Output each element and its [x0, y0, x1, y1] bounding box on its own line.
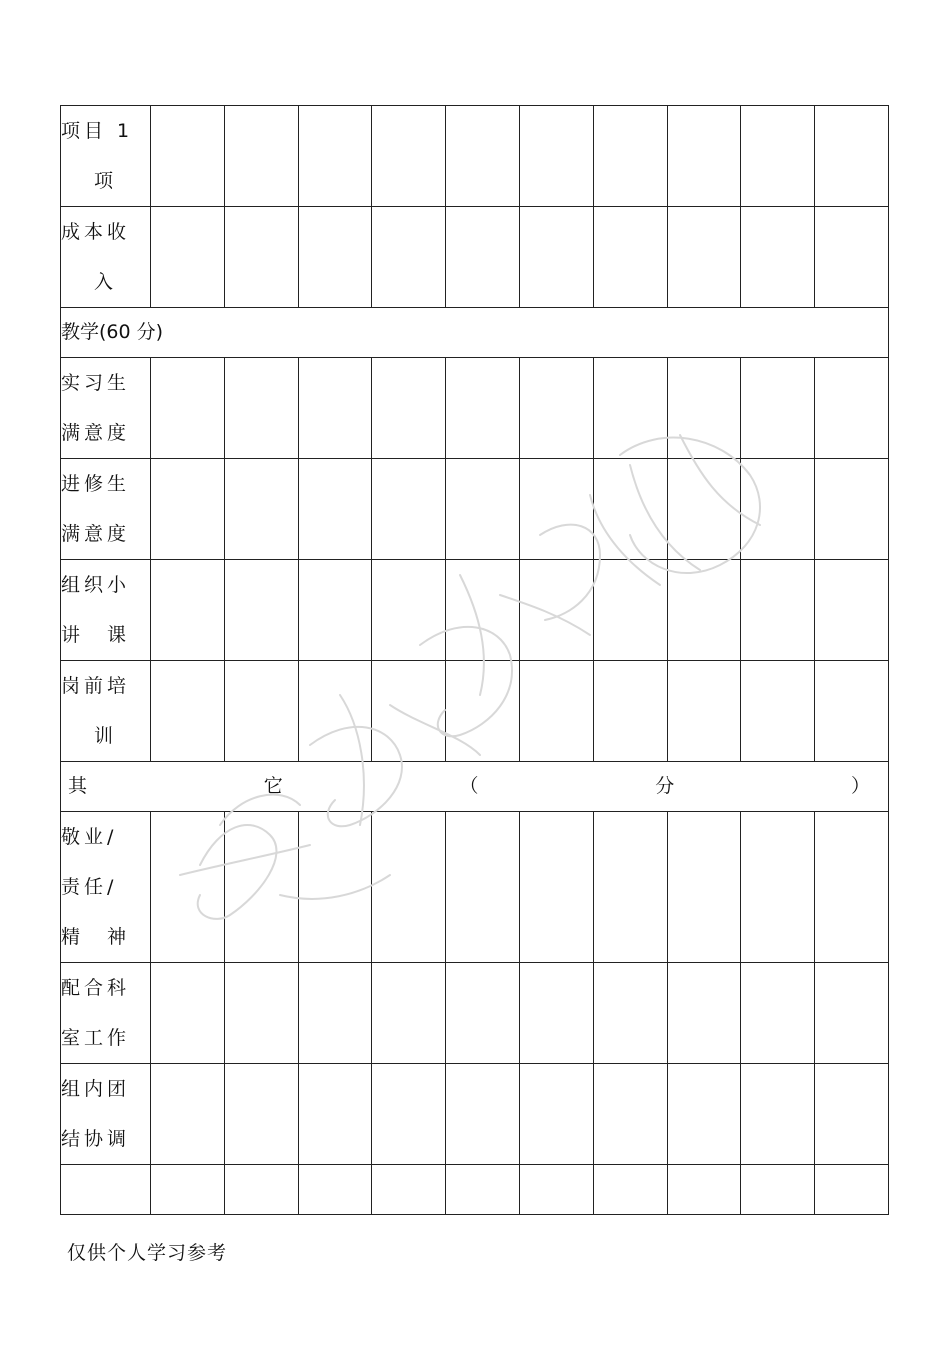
table-row [61, 106, 889, 207]
row-label-trainee-satisfaction: 进修生 满意度 [61, 459, 151, 560]
table-row [61, 963, 889, 1064]
evaluation-table [60, 105, 889, 1215]
section-row-other [61, 762, 889, 812]
table-row [61, 358, 889, 459]
row-label-team-unity: 组内团 结协调 [61, 1064, 151, 1165]
section-row-teaching [61, 308, 889, 358]
table-row [61, 560, 889, 661]
row-label-cost-income: 成本收 入 [61, 207, 151, 308]
row-label-pre-job-training: 岗前培 训 [61, 661, 151, 762]
table-row-empty [61, 1165, 889, 1215]
row-label-mini-lecture: 组织小 讲 课 [61, 560, 151, 661]
row-label-dedication: 敬业/ 责任/ 精 神 [61, 812, 151, 963]
row-label-intern-satisfaction: 实习生 满意度 [61, 358, 151, 459]
table-row [61, 1064, 889, 1165]
table-row [61, 812, 889, 963]
section-title-teaching: 教学(60 分) [61, 308, 889, 358]
footer-note: 仅供个人学习参考 [67, 1242, 228, 1264]
table-row [61, 459, 889, 560]
row-label-department-cooperation: 配合科 室工作 [61, 963, 151, 1064]
table-row [61, 661, 889, 762]
row-label-project: 项目 1 项 [61, 106, 151, 207]
table-row [61, 207, 889, 308]
section-title-other: 其 它 （ 分 ） [61, 762, 889, 812]
